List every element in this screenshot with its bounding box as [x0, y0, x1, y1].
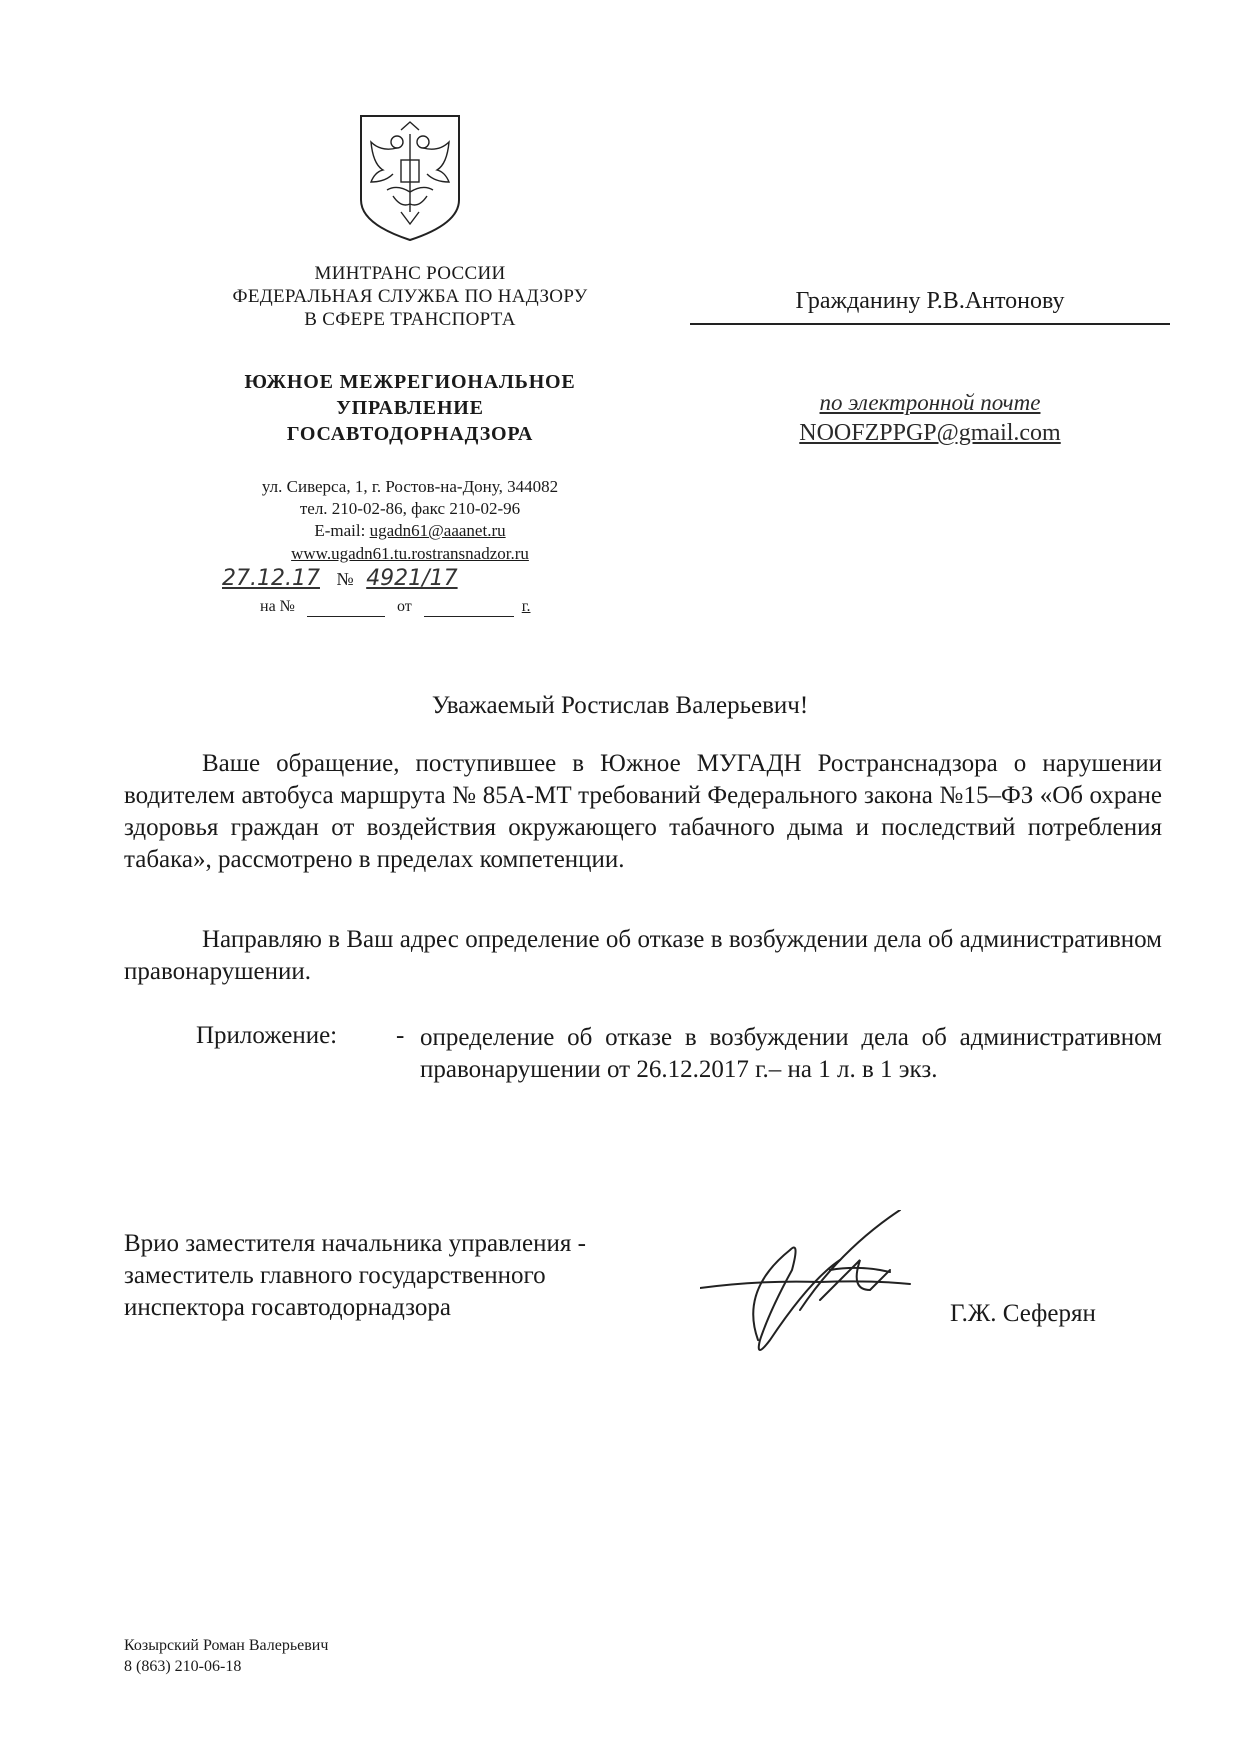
registration-no-label: №: [336, 569, 354, 589]
coat-of-arms-emblem: [357, 112, 463, 244]
reference-no-label: на №: [260, 598, 295, 615]
org-address: ул. Сиверса, 1, г. Ростов-на-Дону, 344082: [261, 477, 559, 496]
recipient-email-link[interactable]: NOOFZPPGP@gmail.com: [799, 420, 1061, 446]
body-paragraph-1: Ваше обращение, поступившее в Южное МУГАДН Ространснадзора о нарушении водителем автобуса маршрута № 85А-МТ требований Федерального закона №15–ФЗ «Об охране здоровья граждан от воздействия окружающего табачного дыма и последствий потребления табака», рассмотрено в пределах компетенции.: [124, 750, 1162, 873]
org-email-link[interactable]: ugadn61@aaanet.ru: [369, 521, 506, 540]
reference-year-suffix: г.: [521, 598, 531, 615]
org-phones: тел. 210-02-86, факс 210-02-96: [299, 499, 521, 518]
delivery-method: по электронной почте: [819, 390, 1041, 415]
org-name-line3: ГОСАВТОДОРНАДЗОРА: [286, 423, 534, 445]
annex-label: Приложение:: [196, 1022, 338, 1049]
signatory-position-line1: Врио заместителя начальника управления -: [124, 1230, 586, 1257]
ministry-name: МИНТРАНС РОССИИ: [314, 263, 506, 284]
recipient-underline: [690, 323, 1170, 325]
handwritten-signature: [700, 1210, 930, 1370]
recipient-name: Гражданину Р.В.Антонову: [795, 288, 1065, 314]
executor-name: Козырский Роман Валерьевич: [124, 1637, 329, 1654]
org-name-line2: УПРАВЛЕНИЕ: [336, 397, 484, 419]
reference-from-label: от: [396, 598, 412, 615]
registration-date: 27.12.17: [222, 566, 320, 591]
registration-number: 4921/17: [366, 566, 458, 591]
signatory-position-line3: инспектора госавтодорнадзора: [124, 1294, 451, 1321]
reference-line: [260, 598, 530, 617]
org-email-line: [160, 520, 660, 542]
email-label: E-mail:: [314, 521, 370, 540]
annex-dash: -: [396, 1022, 405, 1049]
registration-line: [222, 566, 476, 591]
body-paragraph-2: Направляю в Ваш адрес определение об отказе в возбуждении дела об административном правонарушении.: [124, 926, 1162, 985]
reference-date-blank: [424, 598, 514, 617]
service-name-line1: ФЕДЕРАЛЬНАЯ СЛУЖБА ПО НАДЗОРУ: [232, 286, 588, 307]
org-name-line1: ЮЖНОЕ МЕЖРЕГИОНАЛЬНОЕ: [244, 371, 576, 393]
executor-info: [124, 1635, 328, 1677]
service-name-line2: В СФЕРЕ ТРАНСПОРТА: [304, 309, 516, 330]
annex-text: определение об отказе в возбуждении дела об административном правонарушении от 26.12.2017 г.– на 1 л. в 1 экз.: [420, 1024, 1162, 1083]
signatory-position-line2: заместитель главного государственного: [124, 1262, 546, 1289]
greeting: Уважаемый Ростислав Валерьевич!: [431, 692, 809, 719]
executor-phone: 8 (863) 210-06-18: [124, 1658, 242, 1675]
signatory-position: [124, 1228, 586, 1324]
signatory-name: Г.Ж. Сеферян: [950, 1300, 1096, 1327]
reference-no-blank: [307, 598, 385, 617]
org-website-link[interactable]: www.ugadn61.tu.rostransnadzor.ru: [291, 544, 529, 563]
